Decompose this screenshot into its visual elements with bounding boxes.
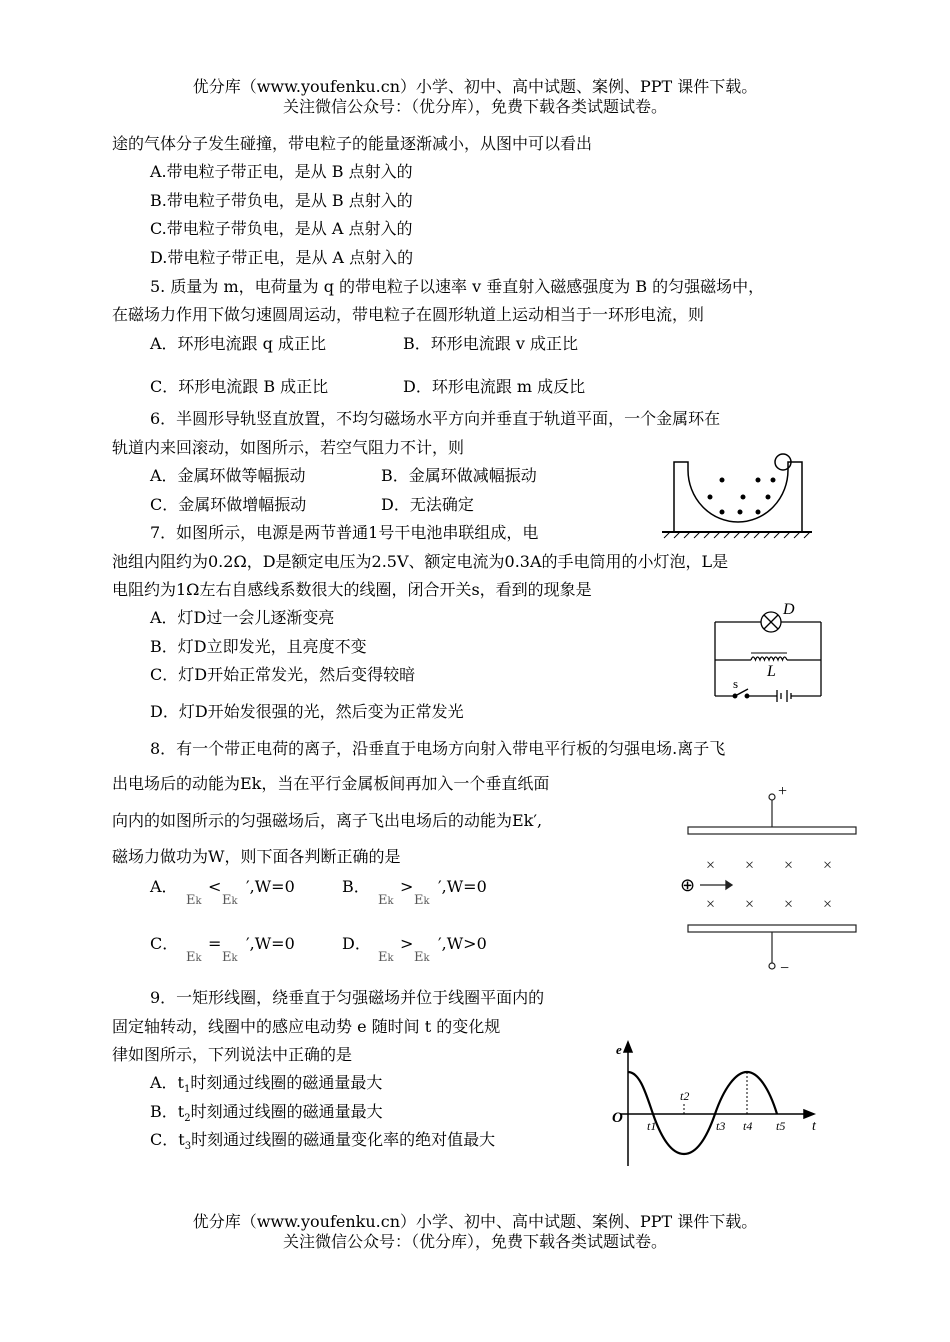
tick-t1: t1 xyxy=(647,1119,657,1133)
svg-text:×: × xyxy=(784,857,794,874)
q6-option-b: B．金属环做减幅振动 xyxy=(381,466,537,485)
q6-stem-1: 6．半圆形导轨竖直放置，不均匀磁场水平方向并垂直于轨道平面，一个金属环在 xyxy=(150,409,721,428)
q5-option-c: C．环形电流跟 B 成正比 xyxy=(150,377,329,396)
q4-option-a: A.带电粒子带正电，是从 B 点射入的 xyxy=(150,162,413,181)
ground-hatch xyxy=(662,532,812,538)
footer-line-2: 关注微信公众号：（优分库），免费下载各类试题试卷。 xyxy=(282,1232,667,1251)
q9-stem-3: 律如图所示，下列说法中正确的是 xyxy=(112,1045,353,1064)
track-block xyxy=(674,462,802,532)
q5-option-b: B．环形电流跟 v 成正比 xyxy=(403,334,578,353)
q5-option-a: A．环形电流跟 q 成正比 xyxy=(150,334,326,353)
q8-stem-1: 8．有一个带正电荷的离子，沿垂直于电场方向射入带电平行板的匀强电场.离子飞 xyxy=(150,739,726,758)
tick-t4: t4 xyxy=(743,1119,753,1133)
velocity-arrow-icon xyxy=(700,881,732,889)
tick-t5: t5 xyxy=(776,1119,786,1133)
tick-t3: t3 xyxy=(716,1119,726,1133)
q9-option-c: C．$t_3$时刻通过线圈的磁通量变化率的绝对值最大 xyxy=(150,1130,496,1153)
svg-text:×: × xyxy=(706,857,716,874)
q8-plates-figure xyxy=(676,775,866,985)
q6-track-figure xyxy=(660,450,820,540)
header-line-1: 优分库（www.youfenku.cn）小学、初中、高中试题、案例、PPT 课件下载。 xyxy=(192,77,758,96)
x-axis-label: t xyxy=(812,1119,816,1134)
y-axis-label: e xyxy=(616,1042,622,1057)
q4-option-b: B.带电粒子带负电，是从 B 点射入的 xyxy=(150,191,413,210)
q7-option-a: A．灯D过一会儿逐渐变亮 xyxy=(150,608,335,627)
q5-stem-1: 5. 质量为 m，电荷量为 q 的带电粒子以速率 v 垂直射入磁感强度为 B 的匀强磁场中， xyxy=(150,277,765,296)
q7-circuit-figure xyxy=(705,600,830,705)
q6-option-d: D．无法确定 xyxy=(381,495,474,514)
tick-t2: t2 xyxy=(680,1089,690,1103)
positive-ion: ⊕ xyxy=(680,875,696,895)
plus-terminal-label: + xyxy=(778,783,788,800)
svg-text:×: × xyxy=(745,896,755,913)
q7-stem-3: 电阻约为1Ω左右自感线系数很大的线圈，闭合开关s，看到的现象是 xyxy=(112,580,592,599)
q9-stem-2: 固定轴转动，线圈中的感应电动势 e 随时间 t 的变化规 xyxy=(112,1017,501,1036)
q7-stem-2: 池组内阻约为0.2Ω，D是额定电压为2.5V、额定电流为0.3A的手电筒用的小灯泡，L是 xyxy=(112,552,729,571)
q9-option-b: B．$t_2$时刻通过线圈的磁通量最大 xyxy=(150,1102,383,1125)
coil-label: L xyxy=(767,663,776,680)
q6-option-c: C．金属环做增幅振动 xyxy=(150,495,307,514)
q7-option-c: C．灯D开始正常发光，然后变得较暗 xyxy=(150,665,416,684)
q4-option-d: D.带电粒子带正电，是从 A 点射入的 xyxy=(150,248,414,267)
q7-option-d: D．灯D开始发很强的光，然后变为正常发光 xyxy=(150,702,464,721)
minus-terminal-label: − xyxy=(780,960,790,977)
q9-emf-graph xyxy=(606,1040,826,1170)
q7-option-b: B．灯D立即发光，且亮度不变 xyxy=(150,637,367,656)
svg-text:×: × xyxy=(823,896,833,913)
magnetic-field-dots xyxy=(708,478,776,515)
q6-option-a: A．金属环做等幅振动 xyxy=(150,466,306,485)
q5-option-d: D．环形电流跟 m 成反比 xyxy=(403,377,586,396)
svg-text:×: × xyxy=(823,857,833,874)
q9-option-a: A．$t_1$时刻通过线圈的磁通量最大 xyxy=(150,1073,383,1096)
q9-stem-1: 9．一矩形线圈，绕垂直于匀强磁场并位于线圈平面内的 xyxy=(150,988,545,1007)
q8-stem-4: 磁场力做功为W，则下面各判断正确的是 xyxy=(112,847,401,866)
q4-stem-cont: 途的气体分子发生碰撞，带电粒子的能量逐渐减小，从图中可以看出 xyxy=(112,134,593,153)
q6-stem-2: 轨道内来回滚动，如图所示，若空气阻力不计，则 xyxy=(112,438,465,457)
svg-text:×: × xyxy=(784,896,794,913)
header-line-2: 关注微信公众号：（优分库），免费下载各类试题试卷。 xyxy=(282,97,667,116)
q8-stem-2: 出电场后的动能为Ek，当在平行金属板间再加入一个垂直纸面 xyxy=(112,774,550,793)
q4-option-c: C.带电粒子带负电，是从 A 点射入的 xyxy=(150,219,413,238)
emf-curve xyxy=(628,1072,777,1154)
svg-text:×: × xyxy=(706,896,716,913)
lamp-label: D xyxy=(783,601,795,618)
switch-label: s xyxy=(733,676,739,691)
q7-stem-1: 7．如图所示，电源是两节普通1号干电池串联组成，电 xyxy=(150,523,539,542)
q8-stem-3: 向内的如图所示的匀强磁场后，离子飞出电场后的动能为Ek′, xyxy=(112,811,543,830)
coil-symbol xyxy=(751,657,787,660)
battery-symbol xyxy=(777,690,791,702)
origin-label: O xyxy=(612,1110,623,1126)
q5-stem-2: 在磁场力作用下做匀速圆周运动，带电粒子在圆形轨道上运动相当于一环形电流，则 xyxy=(112,305,705,324)
footer-line-1: 优分库（www.youfenku.cn）小学、初中、高中试题、案例、PPT 课件下载。 xyxy=(192,1212,758,1231)
svg-text:×: × xyxy=(745,857,755,874)
lamp-symbol xyxy=(761,612,781,632)
